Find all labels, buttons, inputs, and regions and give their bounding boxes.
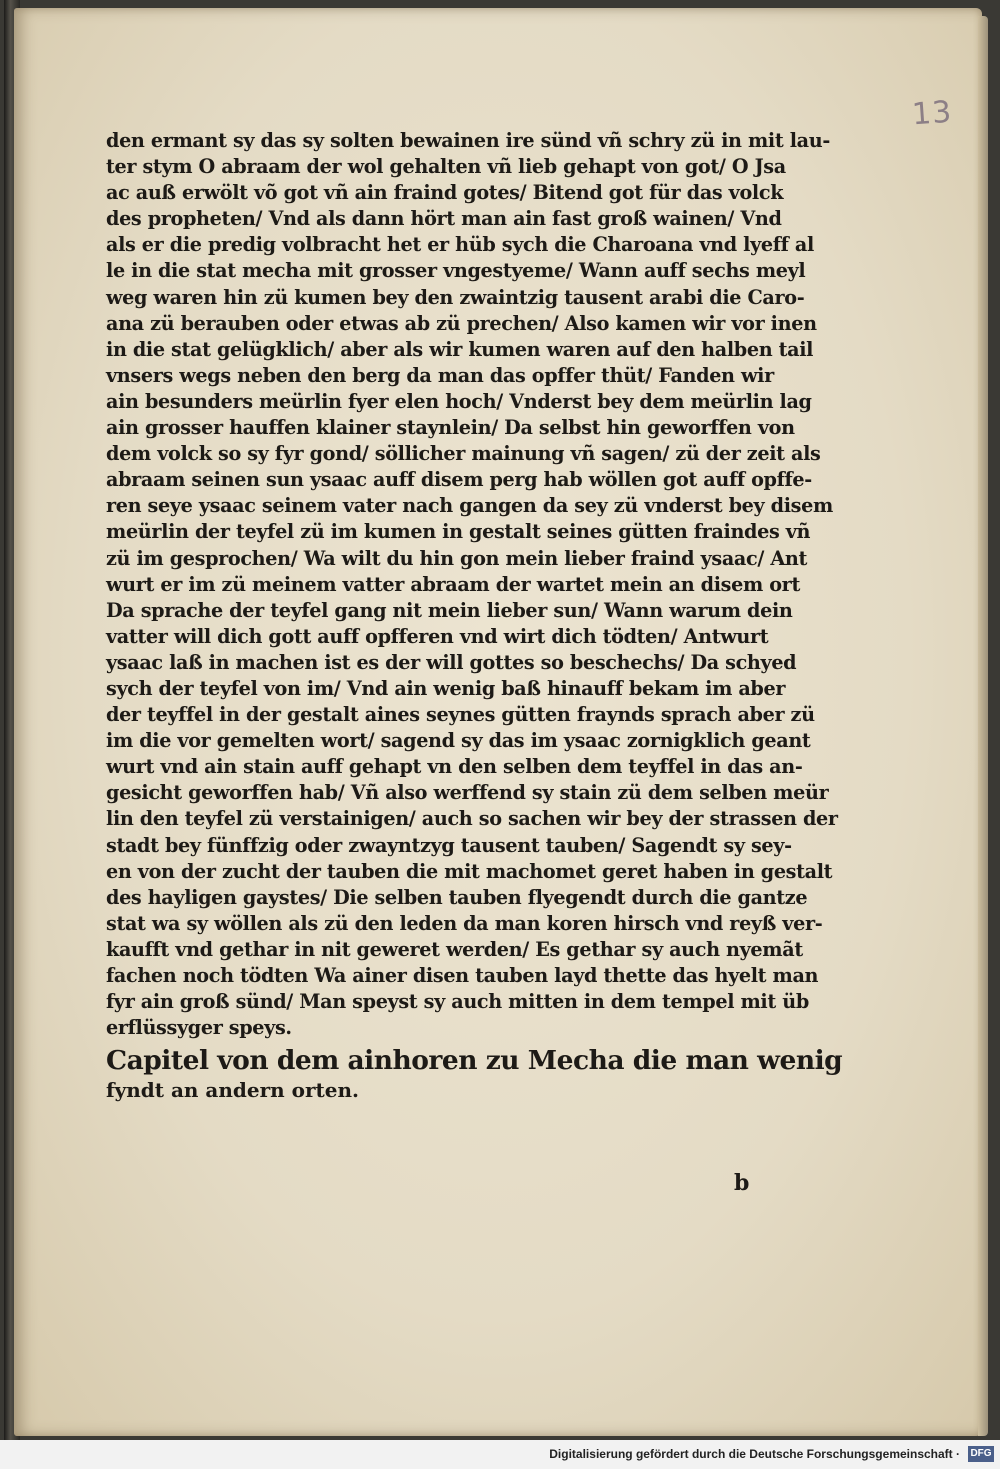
page-fore-edge xyxy=(978,16,988,1436)
body-text xyxy=(106,128,858,1103)
text-line: der teyffel in der gestalt aines seynes gütten fraynds sprach aber zü xyxy=(106,703,815,727)
text-line: ter stym O abraam der wol gehalten vñ lieb gehapt von got/ O Jsa xyxy=(106,155,786,179)
text-line: fachen noch tödten Wa ainer disen tauben layd thette das hyelt man xyxy=(106,964,819,987)
text-line: dem volck so sy fyr gond/ söllicher mainung vñ sagen/ zü der zeit als xyxy=(106,442,821,466)
text-line: des propheten/ Vnd als dann hört man ain fast groß wainen/ Vnd xyxy=(106,207,782,231)
text-line: ren seye ysaac seinem vater nach gangen da sey zü vnderst bey disem xyxy=(106,494,833,518)
chapter-heading: Capitel von dem ainhoren zu Mecha die man wenig xyxy=(106,1045,843,1077)
text-line: zü im gesprochen/ Wa wilt du hin gon mein lieber fraind ysaac/ Ant xyxy=(106,546,807,570)
text-line: le in die stat mecha mit grosser vngestyeme/ Wann auff sechs meyl xyxy=(106,259,806,283)
text-line: wurt er im zü meinem vatter abraam der wartet mein an disem ort xyxy=(106,572,800,596)
text-line: im die vor gemelten wort/ sagend sy das im ysaac zornigklich geant xyxy=(106,729,811,753)
chapter-heading-continuation: fyndt an andern orten. xyxy=(106,1078,360,1103)
text-line: ysaac laß in machen ist es der will gottes so beschechs/ Da schyed xyxy=(106,650,797,674)
text-line: en von der zucht der tauben die mit machomet geret haben in gestalt xyxy=(106,859,833,883)
text-line: vatter will dich gott auff opfferen vnd wirt dich tödten/ Antwurt xyxy=(106,624,769,648)
footer-credit: Digitalisierung gefördert durch die Deutsche Forschungsgemeinschaft · xyxy=(549,1447,960,1461)
text-line: ain grosser hauffen klainer staynlein/ Da selbst hin geworffen von xyxy=(106,416,795,440)
text-line: lin den teyfel zü verstainigen/ auch so sachen wir bey der strassen der xyxy=(106,807,838,831)
text-line: weg waren hin zü kumen bey den zwaintzig tausent arabi die Caro- xyxy=(106,285,805,309)
text-line: erflüssyger speys. xyxy=(106,1016,292,1040)
signature-mark: b xyxy=(734,1170,750,1196)
text-line: abraam seinen sun ysaac auff disem perg hab wöllen got auff opffe- xyxy=(106,468,812,492)
text-line: den ermant sy das sy solten bewainen ire sünd vñ schry zü in mit lau- xyxy=(106,129,830,152)
text-line: in die stat gelügklich/ aber als wir kumen waren auf den halben tail xyxy=(106,337,814,361)
text-line: ana zü berauben oder etwas ab zü prechen/ Also kamen wir vor inen xyxy=(106,311,817,335)
dfg-logo: DFG xyxy=(968,1446,994,1462)
text-line: stat wa sy wöllen als zü den leden da man koren hirsch vnd reyß ver- xyxy=(106,911,823,935)
text-line: ac auß erwölt võ got vñ ain fraind gotes/ Bitend got für das volck xyxy=(106,181,784,205)
footer-bar xyxy=(0,1440,1000,1469)
text-line: ain besunders meürlin fyer elen hoch/ Vnderst bey dem meürlin lag xyxy=(106,389,812,413)
body-lines xyxy=(106,128,858,1041)
text-line: wurt vnd ain stain auff gehapt vn den selben dem teyffel in das an- xyxy=(106,755,803,779)
folio-number: 13 xyxy=(910,94,954,133)
text-line: Da sprache der teyfel gang nit mein lieber sun/ Wann warum dein xyxy=(106,598,793,622)
text-line: des hayligen gaystes/ Die selben tauben flyegendt durch die gantze xyxy=(106,885,808,909)
text-line: stadt bey fünffzig oder zwayntzyg tausent tauben/ Sagendt sy sey- xyxy=(106,833,792,857)
text-line: meürlin der teyfel zü im kumen in gestalt seines gütten fraindes vñ xyxy=(106,520,811,544)
text-line: sych der teyfel von im/ Vnd ain wenig baß hinauff bekam im aber xyxy=(106,676,786,700)
text-line: fyr ain groß sünd/ Man speyst sy auch mitten in dem tempel mit üb xyxy=(106,990,809,1014)
text-line: gesicht geworffen hab/ Vñ also werffend sy stain zü dem selben meür xyxy=(106,781,829,805)
text-line: vnsers wegs neben den berg da man das opffer thüt/ Fanden wir xyxy=(106,363,774,387)
text-line: als er die predig volbracht het er hüb sych die Charoana vnd lyeff al xyxy=(106,233,814,257)
text-line: kaufft vnd gethar in nit geweret werden/ Es gethar sy auch nyemãt xyxy=(106,937,803,961)
